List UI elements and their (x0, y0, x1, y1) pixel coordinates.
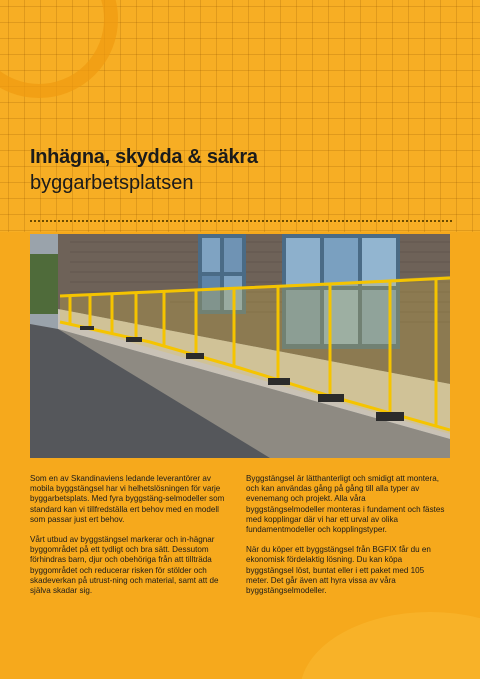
body-column-left (30, 474, 230, 606)
yellow-construction-fence-photo (30, 234, 450, 458)
decorative-arc (0, 0, 118, 98)
page-title: Inhägna, skydda & säkra (30, 146, 258, 168)
paragraph: Vårt utbud av byggstängsel markerar och in-hägnar byggområdet på ett tydligt och bra sätt. Dessutom förhindras barn, djur och obehöriga från att tillträda byggområdet och reducerar risken för stölder och skadeverkan på utrust-ning och material, samt att de själva skadar sig. (30, 535, 219, 596)
dotted-divider (30, 220, 452, 222)
paragraph: När du köper ett byggstängsel från BGFIX får du en ekonomisk fördelaktig lösning. Du kan köpa byggstängsel löst, buntat eller i ett paket med 105 meter. Det går även att hyra vissa av våra byggstängselmodeller. (246, 545, 431, 596)
paragraph: Som en av Skandinaviens ledande leverantörer av mobila byggstängsel har vi helhetslösningen för varje byggarbetsplats. Med fyra byggstäng-selmodeller som standard kan vi tillfredställa ert behov med en modell som passar just ert behov. (30, 474, 225, 524)
decorative-curve (300, 612, 480, 679)
page-subtitle: byggarbetsplatsen (30, 172, 194, 194)
grid-header (0, 0, 480, 232)
paragraph: Byggstängsel är lätthanterligt och smidigt att montera, och kan användas gång på gång till alla typer av evenemang och projekt. Alla våra byggstängselmodeller monteras i fundament och fästes med kopplingar där vi har ett urval av olika fundamentmodeller och kopplingstyper. (246, 474, 445, 535)
body-column-right (246, 474, 446, 606)
